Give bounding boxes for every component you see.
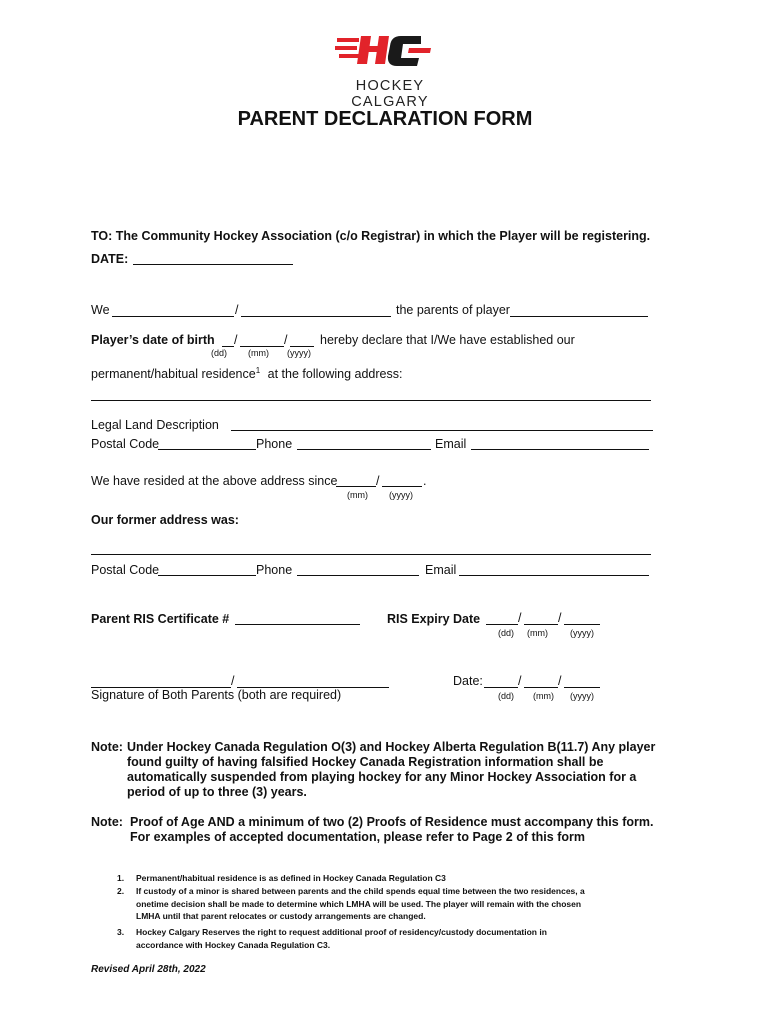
former-email-label: Email	[425, 563, 457, 577]
date-field[interactable]	[133, 264, 293, 265]
current-address-field[interactable]	[91, 400, 651, 401]
sig-date-hint-mm: (mm)	[533, 691, 554, 701]
note1-line: found guilty of having falsified Hockey Canada Registration information shall be	[127, 755, 604, 769]
ris-hint-yyyy: (yyyy)	[570, 628, 594, 638]
player-name-field[interactable]	[510, 316, 648, 317]
former-email-field[interactable]	[459, 575, 649, 576]
note2-line: Proof of Age AND a minimum of two (2) Proofs of Residence must accompany this form.	[130, 815, 654, 829]
footnote-text	[136, 885, 585, 923]
former-postal-code-label: Postal Code	[91, 563, 160, 577]
note1-line: automatically suspended from playing hockey for any Minor Hockey Association for a	[127, 770, 637, 784]
ris-expiry-label: RIS Expiry Date	[387, 612, 481, 626]
note2-prefix: Note:	[91, 815, 123, 829]
we-label: We	[91, 303, 110, 317]
dob-label: Player’s date of birth	[91, 333, 215, 347]
declare-text: hereby declare that I/We have established our	[320, 333, 575, 347]
parent2-name-field[interactable]	[241, 316, 391, 317]
ris-certificate-label: Parent RIS Certificate #	[91, 612, 230, 626]
former-address-label: Our former address was:	[91, 513, 239, 527]
ris-expiry-mm-field[interactable]	[524, 624, 558, 625]
hockey-calgary-logo-mark	[335, 32, 445, 72]
note1-prefix: Note:	[91, 740, 123, 754]
resided-since-slash: /	[376, 474, 380, 488]
footnote-num: 2.	[117, 886, 125, 896]
former-postal-code-field[interactable]	[158, 575, 256, 576]
note1-line: Under Hockey Canada Regulation O(3) and Hockey Alberta Regulation B(11.7) Any player	[127, 740, 656, 754]
residence-footnote-ref: 1	[255, 366, 261, 375]
note2-line: For examples of accepted documentation, please refer to Page 2 of this form	[130, 830, 585, 844]
ris-expiry-slash-2: /	[558, 611, 562, 625]
email-label: Email	[435, 437, 467, 451]
footnote-num: 1.	[117, 873, 125, 883]
date-label: DATE:	[91, 252, 129, 266]
footnote-line: onetime decision shall be made to determine which LMHA will be used. The player will remain with the chosen	[136, 898, 582, 909]
brand-name: HOCKEY CALGARY	[351, 78, 429, 110]
signature-slash: /	[231, 674, 235, 688]
signature-date-mm-field[interactable]	[524, 687, 558, 688]
phone-label: Phone	[256, 437, 293, 451]
resided-since-mm-field[interactable]	[336, 486, 376, 487]
legal-land-field[interactable]	[231, 430, 653, 431]
dob-dd-field[interactable]	[222, 346, 234, 347]
to-line: TO: The Community Hockey Association (c/o Registrar) in which the Player will be registering.	[91, 229, 651, 243]
phone-field[interactable]	[297, 449, 431, 450]
signature-date-slash-1: /	[518, 674, 522, 688]
parent1-name-field[interactable]	[112, 316, 234, 317]
resided-since-period: .	[423, 474, 427, 488]
signature-date-slash-2: /	[558, 674, 562, 688]
name-slash: /	[235, 303, 239, 317]
footnote-line: If custody of a minor is shared between parents and the child spends equal time between the two residences, a	[136, 886, 585, 896]
former-phone-field[interactable]	[297, 575, 419, 576]
sig-date-hint-yyyy: (yyyy)	[570, 691, 594, 701]
sig-date-hint-dd: (dd)	[498, 691, 515, 701]
since-hint-yyyy: (yyyy)	[389, 490, 413, 500]
dob-mm-field[interactable]	[240, 346, 284, 347]
dob-slash-1: /	[234, 333, 238, 347]
dob-hint-dd: (dd)	[211, 348, 228, 358]
footnote-line: accordance with Hockey Canada Regulation C3.	[136, 939, 331, 950]
footnote-text	[136, 926, 547, 951]
dob-hint-yyyy: (yyyy)	[287, 348, 311, 358]
note1-line: period of up to three (3) years.	[127, 785, 307, 799]
ris-hint-dd: (dd)	[498, 628, 515, 638]
residence-label-text: permanent/habitual residence	[91, 367, 256, 382]
legal-land-label: Legal Land Description	[91, 418, 219, 432]
residence-suffix: at the following address:	[267, 367, 403, 382]
resided-since-yyyy-field[interactable]	[382, 486, 422, 487]
dob-slash-2: /	[284, 333, 288, 347]
footnote-text: Permanent/habitual residence is as defined in Hockey Canada Regulation C3	[136, 873, 446, 883]
signature-date-dd-field[interactable]	[484, 687, 518, 688]
logo	[325, 30, 475, 110]
dob-hint-mm: (mm)	[248, 348, 269, 358]
parents-of-player-label: the parents of player	[396, 303, 510, 317]
ris-hint-mm: (mm)	[527, 628, 548, 638]
footnote-line: LMHA until that parent relocates or custody arrangements are changed.	[136, 911, 426, 921]
footnote-num: 3.	[117, 927, 125, 937]
note1-body	[127, 740, 655, 800]
footnote-line: Hockey Calgary Reserves the right to request additional proof of residency/custody documentation in	[136, 927, 547, 937]
former-phone-label: Phone	[256, 563, 293, 577]
ris-expiry-dd-field[interactable]	[486, 624, 518, 625]
signature-date-label: Date:	[453, 674, 483, 688]
email-field[interactable]	[471, 449, 649, 450]
postal-code-field[interactable]	[158, 449, 256, 450]
ris-certificate-field[interactable]	[235, 624, 360, 625]
ris-expiry-yyyy-field[interactable]	[564, 624, 600, 625]
resided-since-label: We have resided at the above address since	[91, 474, 338, 488]
since-hint-mm: (mm)	[347, 490, 368, 500]
dob-yyyy-field[interactable]	[290, 346, 314, 347]
signature-label: Signature of Both Parents (both are required)	[91, 688, 342, 702]
former-address-field[interactable]	[91, 554, 651, 555]
residence-label	[91, 366, 402, 381]
revised-date: Revised April 28th, 2022	[91, 964, 206, 975]
note2-body	[130, 815, 653, 845]
page-title: PARENT DECLARATION FORM	[237, 108, 533, 130]
postal-code-label: Postal Code	[91, 437, 160, 451]
signature-date-yyyy-field[interactable]	[564, 687, 600, 688]
ris-expiry-slash-1: /	[518, 611, 522, 625]
